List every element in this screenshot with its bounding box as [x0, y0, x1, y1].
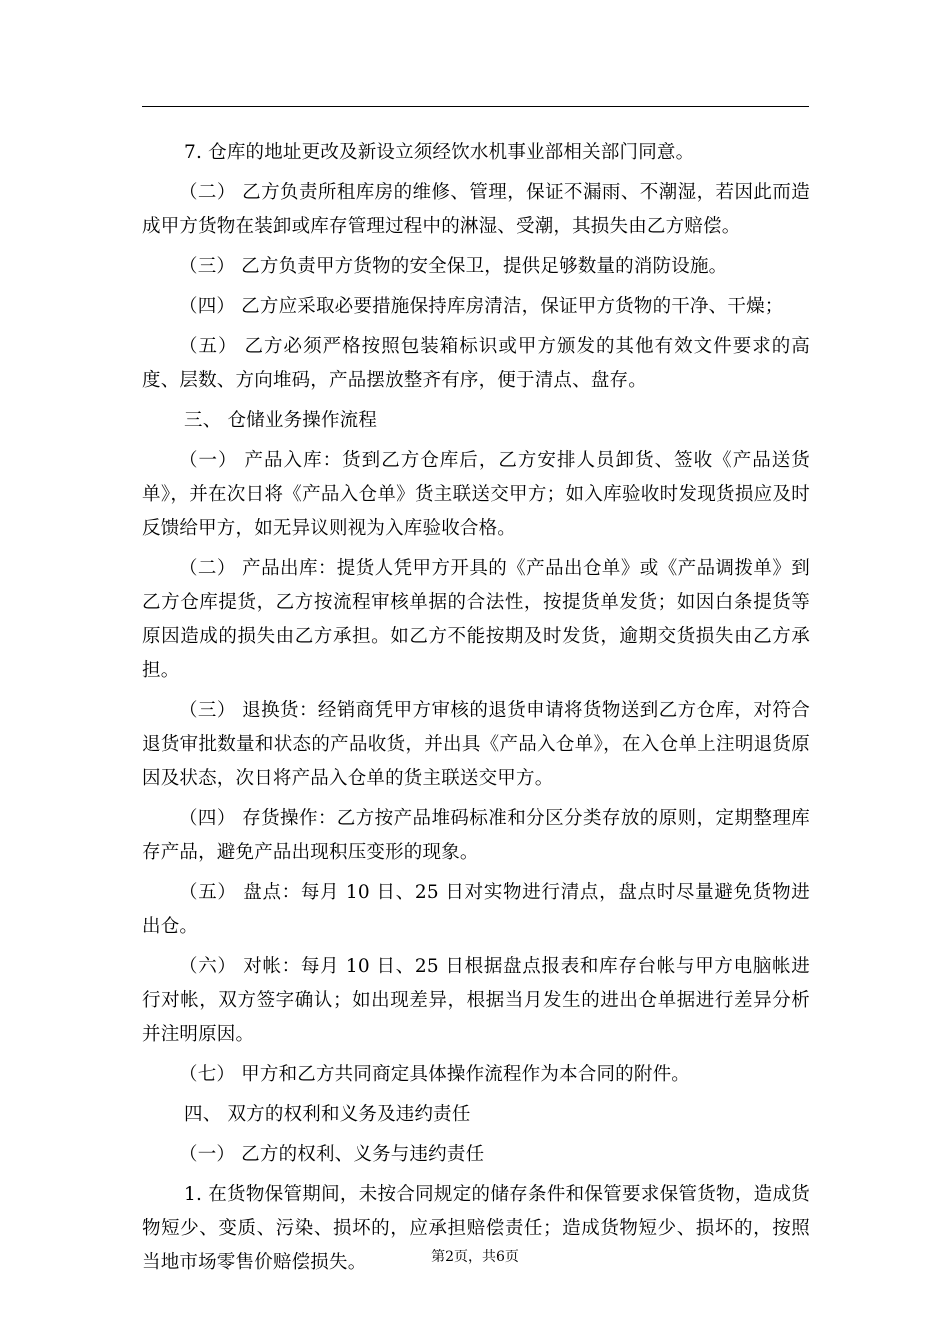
section-heading: 三、 仓储业务操作流程 — [184, 410, 378, 431]
paragraph: （二） 产品出库：提货人凭甲方开具的《产品出仓单》或《产品调拨单》到乙方仓库提货，乙方按流程审核单据的合法性，按提货单发货；如因白条提货等原因造成的损失由乙方承担。如乙方不能按期及时发货，逾期交货损失由乙方承担。 — [142, 558, 810, 681]
paragraph: （七） 甲方和乙方共同商定具体操作流程作为本合同的附件。 — [179, 1064, 690, 1085]
paragraph: 1. 在货物保管期间，未按合同规定的储存条件和保管要求保管货物，造成货物短少、变质、污染、损坏的，应承担赔偿责任；造成货物短少、损坏的，按照当地市场零售价赔偿损失。 — [142, 1184, 810, 1273]
paragraph: （六） 对帐：每月 10 日、25 日根据盘点报表和库存台帐与甲方电脑帐进行对帐，双方签字确认；如出现差异，根据当月发生的进出仓单据进行差异分析并注明原因。 — [142, 956, 810, 1045]
paragraph: （三） 乙方负责甲方货物的安全保卫，提供足够数量的消防设施。 — [179, 256, 728, 277]
header-rule — [142, 106, 809, 107]
subsection-heading: （一） 乙方的权利、义务与违约责任 — [179, 1144, 485, 1165]
paragraph: 7. 仓库的地址更改及新设立须经饮水机事业部相关部门同意。 — [184, 142, 695, 163]
section-heading: 四、 双方的权利和义务及违约责任 — [184, 1104, 471, 1125]
paragraph: （四） 乙方应采取必要措施保持库房清洁，保证甲方货物的干净、干燥； — [179, 296, 784, 317]
document-body — [142, 136, 810, 1286]
paragraph: （二） 乙方负责所租库房的维修、管理，保证不漏雨、不潮湿，若因此而造成甲方货物在装卸或库存管理过程中的淋湿、受潮，其损失由乙方赔偿。 — [142, 182, 810, 237]
paragraph: （五） 盘点：每月 10 日、25 日对实物进行清点，盘点时尽量避免货物进出仓。 — [142, 882, 810, 937]
paragraph: （五） 乙方必须严格按照包装箱标识或甲方颁发的其他有效文件要求的高度、层数、方向堆码，产品摆放整齐有序，便于清点、盘存。 — [142, 336, 810, 391]
paragraph: （一） 产品入库：货到乙方仓库后，乙方安排人员卸货、签收《产品送货单》，并在次日将《产品入仓单》货主联送交甲方；如入库验收时发现货损应及时反馈给甲方，如无异议则视为入库验收合格。 — [142, 450, 810, 539]
page-number: 第2页，共6页 — [431, 1249, 519, 1265]
paragraph: （三） 退换货：经销商凭甲方审核的退货申请将货物送到乙方仓库，对符合退货审批数量和状态的产品收货，并出具《产品入仓单》，在入仓单上注明退货原因及状态，次日将产品入仓单的货主联送交甲方。 — [142, 700, 810, 789]
paragraph: （四） 存货操作：乙方按产品堆码标准和分区分类存放的原则，定期整理库存产品，避免产品出现积压变形的现象。 — [142, 808, 810, 863]
